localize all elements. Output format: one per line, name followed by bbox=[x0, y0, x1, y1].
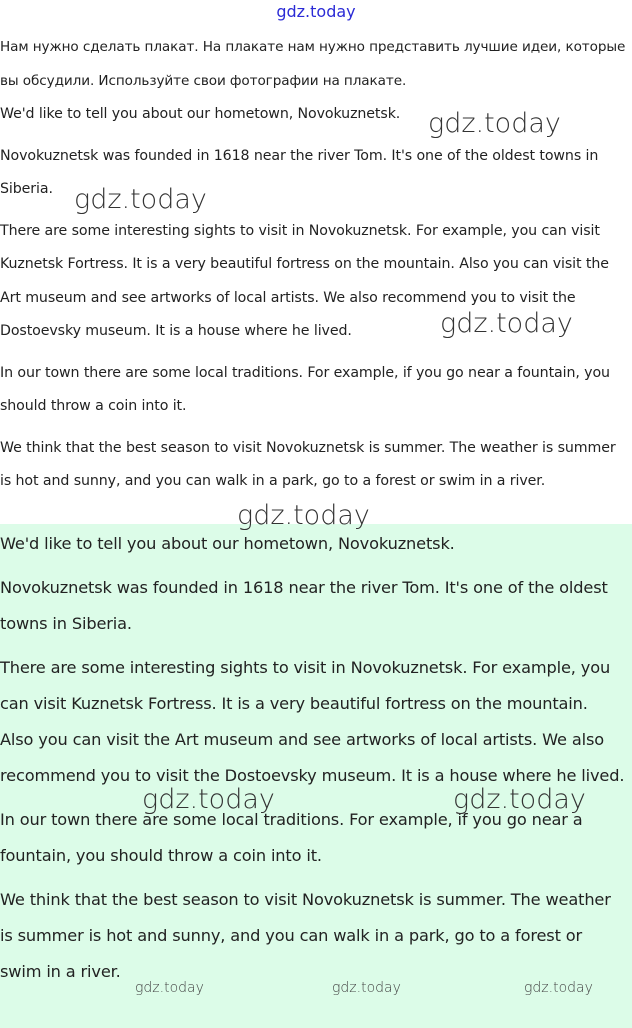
paragraph-sights: There are some interesting sights to visit in Novokuznetsk. For example, you can visit Kuznetsk Fortress. It is a very beautiful fortress on the mountain. Also you can visit the Art museum and see artworks of local artists. We also recommend you to visit the Dostoevsky museum. It is a house where he lived. bbox=[0, 222, 609, 339]
green-paragraph-sights: There are some interesting sights to visit in Novokuznetsk. For example, you can visit Kuznetsk Fortress. It is a very beautiful fortress on the mountain. Also you can visit the Art museum and see artworks of local artists. We also recommend you to visit the Dostoevsky museum. It is a house where he lived. bbox=[0, 658, 625, 785]
task-instruction-ru: Нам нужно сделать плакат. На плакате нам нужно представить лучшие идеи, которые вы обсудили. Используйте свои фотографии на плакате. bbox=[0, 39, 626, 89]
green-paragraph-history: Novokuznetsk was founded in 1618 near the river Tom. It's one of the oldest towns in Siberia. bbox=[0, 578, 608, 633]
paragraph-traditions: In our town there are some local traditions. For example, if you go near a fountain, you should throw a coin into it. bbox=[0, 364, 610, 414]
watermark: gdz.today bbox=[428, 108, 561, 139]
watermark: gdz.today bbox=[142, 784, 275, 815]
watermark: gdz.today bbox=[237, 500, 370, 531]
watermark: gdz.today bbox=[453, 784, 586, 815]
paragraph-intro: We'd like to tell you about our hometown, Novokuznetsk. bbox=[0, 106, 401, 122]
watermark: gdz.today bbox=[135, 980, 204, 996]
paragraph-season: We think that the best season to visit Novokuznetsk is summer. The weather is summer is hot and sunny, and you can walk in a park, go to a forest or swim in a river. bbox=[0, 439, 616, 489]
watermark: gdz.today bbox=[524, 980, 593, 996]
green-paragraph-traditions: In our town there are some local traditions. For example, if you go near a fountain, you should throw a coin into it. bbox=[0, 810, 583, 865]
watermark: gdz.today bbox=[74, 184, 207, 215]
paragraph-history: Novokuznetsk was founded in 1618 near the river Tom. It's one of the oldest towns in Siberia. bbox=[0, 147, 599, 197]
watermark: gdz.today bbox=[332, 980, 401, 996]
answer-text-original bbox=[0, 30, 626, 499]
green-paragraph-season: We think that the best season to visit Novokuznetsk is summer. The weather is summer is hot and sunny, and you can walk in a park, go to a forest or swim in a river. bbox=[0, 890, 611, 981]
watermark: gdz.today bbox=[440, 308, 573, 339]
site-logo[interactable]: gdz.today bbox=[276, 2, 356, 21]
answer-text-highlighted bbox=[0, 524, 632, 1028]
green-paragraph-intro: We'd like to tell you about our hometown, Novokuznetsk. bbox=[0, 534, 455, 553]
